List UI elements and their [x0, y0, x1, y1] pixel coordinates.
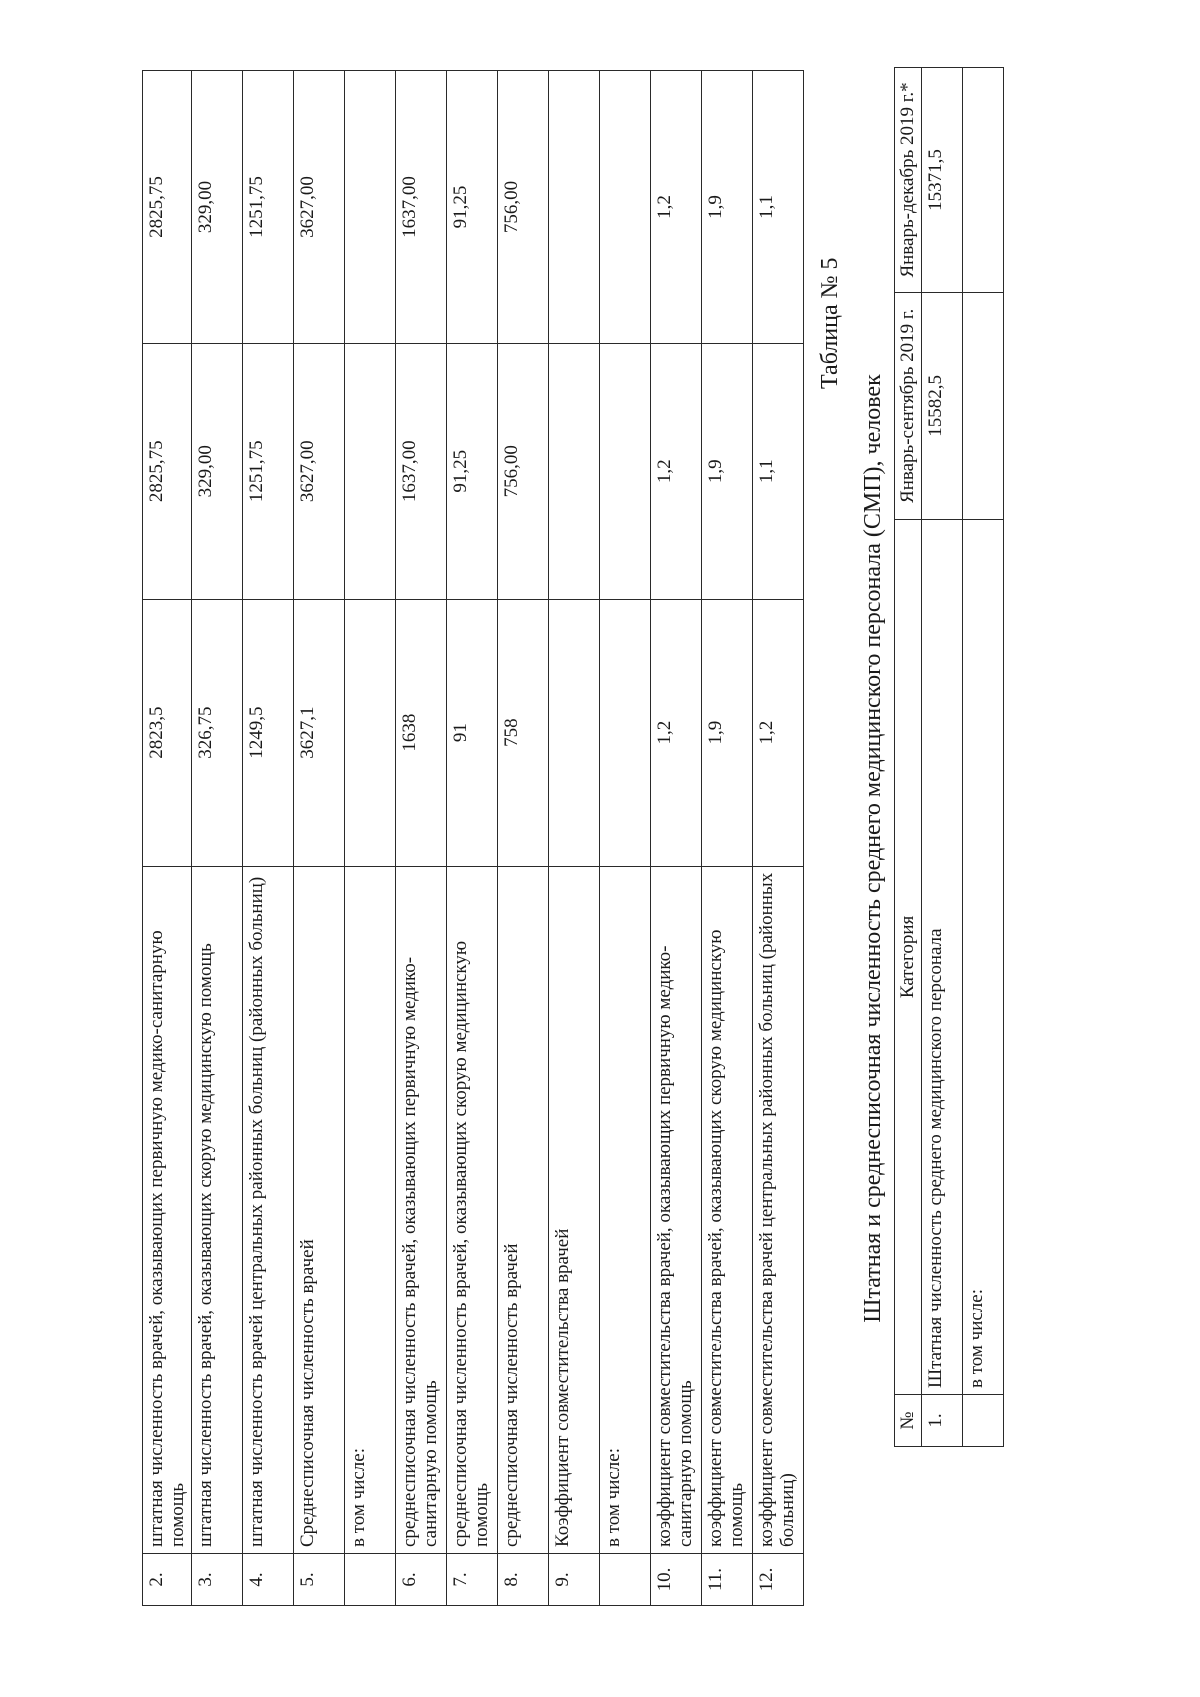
cell-v1: 1638	[396, 599, 447, 866]
cell-v1: 1,2	[651, 599, 702, 866]
cell-v1	[549, 599, 600, 866]
cell-v3: 329,00	[192, 71, 243, 344]
cell-num: 8.	[498, 1554, 549, 1606]
doctors-staffing-table	[142, 70, 804, 1606]
cell-v3: 1251,75	[243, 71, 294, 344]
table-row	[963, 68, 1004, 1447]
cell-v3: 756,00	[498, 71, 549, 344]
cell-num: 9.	[549, 1554, 600, 1606]
cell-v3: 1,1	[753, 71, 804, 344]
table-row	[192, 71, 243, 1606]
cell-v2: 91,25	[447, 343, 498, 599]
cell-num	[600, 1554, 651, 1606]
header-number: №	[895, 1395, 922, 1447]
cell-v3	[549, 71, 600, 344]
cell-label: коэффициент совместительства врачей, оказывающих скорую медицинскую помощь	[702, 866, 753, 1554]
cell-v1: 1,9	[702, 599, 753, 866]
cell-v2: 1637,00	[396, 343, 447, 599]
table5-title: Штатная и среднесписочная численность среднего медицинского персонала (СМП), человек	[860, 374, 886, 1323]
table-row	[294, 71, 345, 1606]
cell-v3	[345, 71, 396, 344]
cell-num: 4.	[243, 1554, 294, 1606]
cell-num: 5.	[294, 1554, 345, 1606]
cell-label: Среднесписочная численность врачей	[294, 866, 345, 1554]
cell-v3: 91,25	[447, 71, 498, 344]
cell-label: штатная численность врачей, оказывающих первичную медико-санитарную помощь	[143, 866, 192, 1554]
cell-v2: 1251,75	[243, 343, 294, 599]
cell-num: 7.	[447, 1554, 498, 1606]
cell-v1: 3627,1	[294, 599, 345, 866]
cell-v3: 2825,75	[143, 71, 192, 344]
table-row	[498, 71, 549, 1606]
cell-v2	[345, 343, 396, 599]
cell-v1: 326,75	[192, 599, 243, 866]
cell-v3: 1,2	[651, 71, 702, 344]
table5-caption: Таблица № 5	[817, 257, 843, 389]
cell-num	[963, 1395, 1004, 1447]
cell-v1	[963, 292, 1004, 519]
cell-v2	[549, 343, 600, 599]
cell-num: 1.	[922, 1395, 963, 1447]
header-period-jan-sep: Январь-сентябрь 2019 г.	[895, 292, 922, 519]
cell-label: штатная численность врачей центральных районных больниц (районных больниц)	[243, 866, 294, 1554]
table-row	[702, 71, 753, 1606]
cell-num: 11.	[702, 1554, 753, 1606]
cell-label: коэффициент совместительства врачей, оказывающих первичную медико-санитарную помощь	[651, 866, 702, 1554]
cell-label: среднесписочная численность врачей	[498, 866, 549, 1554]
cell-label: Коэффициент совместительства врачей	[549, 866, 600, 1554]
cell-v2	[963, 68, 1004, 293]
table-row	[753, 71, 804, 1606]
cell-label: среднесписочная численность врачей, оказывающих первичную медико-санитарную помощь	[396, 866, 447, 1554]
cell-v2: 756,00	[498, 343, 549, 599]
nursing-staffing-table	[894, 67, 1004, 1447]
cell-v3: 1637,00	[396, 71, 447, 344]
cell-label: среднесписочная численность врачей, оказывающих скорую медицинскую помощь	[447, 866, 498, 1554]
cell-label: штатная численность врачей, оказывающих скорую медицинскую помощь	[192, 866, 243, 1554]
cell-v1	[600, 599, 651, 866]
cell-num: 6.	[396, 1554, 447, 1606]
header-category: Категория	[895, 519, 922, 1394]
cell-v2: 1,9	[702, 343, 753, 599]
cell-v2	[600, 343, 651, 599]
cell-num: 10.	[651, 1554, 702, 1606]
header-period-jan-dec: Январь-декабрь 2019 г.*	[895, 68, 922, 293]
cell-label: в том числе:	[345, 866, 396, 1554]
cell-label: в том числе:	[600, 866, 651, 1554]
cell-v1: 15582,5	[922, 292, 963, 519]
table-row	[243, 71, 294, 1606]
cell-v1	[345, 599, 396, 866]
table-row	[143, 71, 192, 1606]
table-row	[396, 71, 447, 1606]
cell-v3	[600, 71, 651, 344]
cell-label: в том числе:	[963, 519, 1004, 1394]
cell-v1: 1249,5	[243, 599, 294, 866]
cell-num: 3.	[192, 1554, 243, 1606]
cell-v1: 2823,5	[143, 599, 192, 866]
nursing-staffing-table-body	[922, 68, 1004, 1447]
cell-label: коэффициент совместительства врачей центральных районных больниц (районных больниц)	[753, 866, 804, 1554]
table-row	[549, 71, 600, 1606]
cell-v2: 3627,00	[294, 343, 345, 599]
table-row	[600, 71, 651, 1606]
cell-num	[345, 1554, 396, 1606]
cell-num: 12.	[753, 1554, 804, 1606]
cell-v2: 1,2	[651, 343, 702, 599]
cell-v2: 15371,5	[922, 68, 963, 293]
table5-header-row	[895, 68, 922, 1447]
cell-v3: 1,9	[702, 71, 753, 344]
cell-label: Штатная численность среднего медицинского персонала	[922, 519, 963, 1394]
table-row	[651, 71, 702, 1606]
table-row	[345, 71, 396, 1606]
cell-v2: 1,1	[753, 343, 804, 599]
doctors-staffing-table-body	[143, 71, 804, 1606]
cell-v2: 2825,75	[143, 343, 192, 599]
table-row	[447, 71, 498, 1606]
cell-v3: 3627,00	[294, 71, 345, 344]
cell-num: 2.	[143, 1554, 192, 1606]
cell-v1: 91	[447, 599, 498, 866]
cell-v1: 1,2	[753, 599, 804, 866]
cell-v2: 329,00	[192, 343, 243, 599]
table-row	[922, 68, 963, 1447]
cell-v1: 758	[498, 599, 549, 866]
